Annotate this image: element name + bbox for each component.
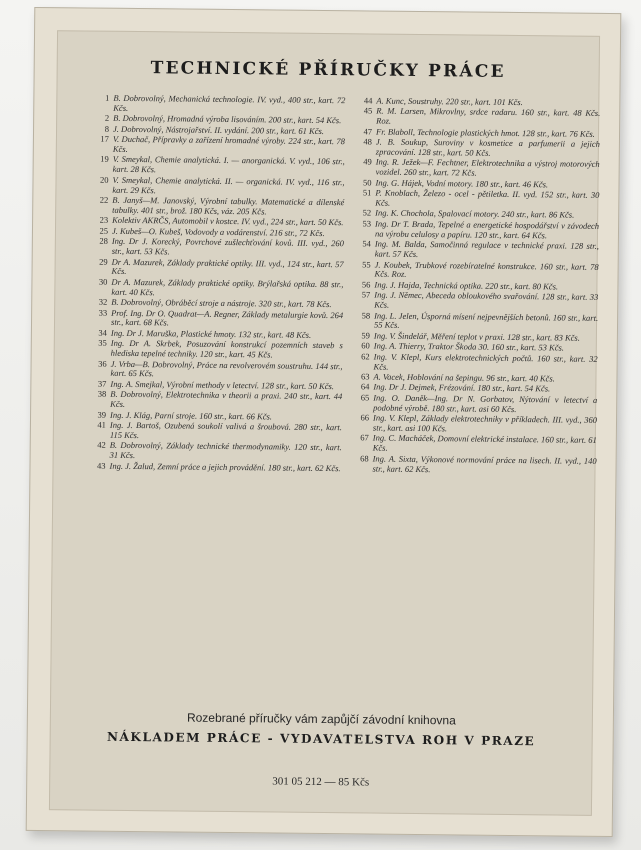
- entry-number: 53: [362, 218, 372, 229]
- entry-number: 62: [361, 351, 370, 362]
- entry-text: Ing. M. Balda, Samočinná regulace v technické praxi. 128 str., kart. 57 Kčs.: [374, 238, 599, 260]
- entry-text: V. Duchač, Přípravky a zařízení hromadné výroby. 224 str., kart. 78 Kčs.: [112, 133, 345, 154]
- entry-text: Ing. C. Macháček, Domovní elektrické instalace. 160 str., kart. 61 Kčs.: [372, 432, 597, 453]
- entry-number: 52: [362, 207, 372, 218]
- entry-number: 56: [361, 279, 371, 290]
- entry-text: Ing. J. Hajda, Technická optika. 220 str., kart. 80 Kčs.: [374, 279, 559, 292]
- entry-text: B. Dobrovolný, Základy technické thermodynamiky. 120 str., kart. 31 Kčs.: [109, 440, 342, 461]
- entry-text: Ing. V. Klepl, Kurs elektrotechnických počtů. 160 str., kart. 32 Kčs.: [373, 351, 598, 372]
- entry-number: 35: [98, 337, 107, 348]
- entry-number: 65: [360, 392, 370, 403]
- entry-number: 39: [97, 409, 107, 420]
- entry-number: 38: [97, 388, 107, 400]
- entry-number: 32: [98, 296, 108, 307]
- entry-text: B. Janyš—M. Janovský, Výrobní tabulky. Matematické a dílenské tabulky. 401 str., brož. 180 Kčs, váz. 205 Kčs.: [112, 194, 345, 217]
- entry-number: 25: [99, 225, 109, 236]
- entry-text: B. Dobrovolný, Hromadná výroba lisováním. 200 str., kart. 54 Kčs.: [113, 113, 342, 126]
- entry-number: 33: [98, 307, 108, 318]
- entry-text: B. Dobrovolný, Elektrotechnika v theorii a praxi. 240 str., kart. 44 Kčs.: [110, 389, 343, 410]
- entry-text: J. B. Soukup, Suroviny v kosmetice a parfumerii a jejich zpracování. 128 str., kart. 50 Kčs.: [375, 136, 600, 158]
- entry-number: 22: [99, 194, 109, 205]
- entry-text: Ing. O. Daněk—Ing. Dr N. Gorbatov, Nýtování v letectví a podobné výrobě. 180 str., kart. asi 60 Kčs.: [373, 392, 598, 414]
- entry-number: 29: [99, 256, 108, 267]
- entry-text: Ing. Dr J. Maruška, Plastické hmoty. 132 str., kart. 48 Kčs.: [110, 327, 312, 340]
- entry-number: 17: [100, 133, 110, 144]
- entry-text: J. Koubek, Trubkové rozebíratelné konstrukce. 160 str., kart. 78 Kčs. Roz.: [374, 259, 599, 280]
- entry-text: A. Vacek, Hoblování na šepingu. 96 str., kart. 40 Kčs.: [373, 371, 555, 384]
- entry-number: 1: [105, 92, 110, 103]
- entry-text: J. Dobrovolný, Nástrojařství. II. vydání. 200 str., kart. 61 Kčs.: [113, 123, 325, 136]
- entry-number: 63: [360, 371, 370, 382]
- entry-number: 23: [99, 215, 109, 226]
- entry-number: 51: [362, 187, 372, 198]
- entry-number: 64: [360, 381, 370, 392]
- entry-number: 43: [96, 460, 106, 471]
- entry-text: Ing. A. Thierry, Traktor Škoda 30. 160 str., kart. 53 Kčs.: [373, 340, 565, 353]
- entry-number: 50: [362, 177, 372, 188]
- entry-text: Prof. Ing. Dr O. Quadrat—A. Regner, Základy metalurgie kovů. 264 str., kart. 68 Kčs.: [110, 307, 344, 328]
- catalog-column-left: [83, 94, 345, 475]
- entry-text: B. Dobrovolný, Mechanická technologie. IV. vyd., 400 str., kart. 72 Kčs.: [113, 92, 346, 113]
- entry-number: 41: [97, 419, 107, 430]
- entry-text: Ing. V. Šindelář, Měření teplot v praxi. 128 str., kart. 83 Kčs.: [373, 330, 580, 343]
- entry-number: 36: [98, 358, 107, 369]
- entry-text: Ing. L. Jelen, Úsporná mísení nejpevnějších betonů. 160 str., kart. 55 Kčs.: [373, 310, 599, 331]
- entry-number: 42: [97, 439, 106, 451]
- entry-text: B. Dobrovolný, Obráběcí stroje a nástroje. 320 str., kart. 78 Kčs.: [111, 296, 332, 310]
- entry-text: J. Vrba—B. Dobrovolný, Práce na revolverovém soustruhu. 144 str., kart. 65 Kčs.: [110, 358, 343, 379]
- entry-text: Ing. J. Žalud, Zemní práce a jejich provádění. 180 str., kart. 62 Kčs.: [109, 460, 341, 473]
- publisher-line: NÁKLADEM PRÁCE - VYDAVATELSTVA ROH V PRAZE: [106, 729, 536, 749]
- entry-number: 44: [363, 95, 373, 106]
- catalog-price: 301 05 212 — 85 Kčs: [272, 775, 370, 789]
- entry-text: Ing. J. Bartoš, Ozubená soukolí valivá a šroubová. 280 str., kart. 115 Kčs.: [109, 419, 342, 440]
- entry-number: 47: [363, 126, 373, 137]
- entry-text: Ing. Dr J. Korecký, Povrchové zušlechťování kovů. III. vyd., 260 str., kart. 53 Kčs.: [111, 235, 344, 257]
- entry-text: Ing. J. Němec, Abeceda obloukového svařování. 128 str., kart. 33 Kčs.: [374, 289, 599, 310]
- entry-number: 2: [104, 113, 110, 124]
- cover-panel: [49, 30, 600, 816]
- entry-number: 19: [100, 154, 109, 165]
- entry-number: 55: [362, 258, 371, 269]
- catalog-entry: [83, 461, 341, 474]
- library-notice: Rozebrané příručky vám zapůjčí závodní knihovna: [186, 710, 456, 728]
- entry-text: Ing. Dr A. Skrbek, Posuzování konstrukcí pozemních staveb s hlediska tepelné techniky. 120 str., kart. 45 Kčs.: [110, 338, 343, 360]
- entry-number: 58: [361, 309, 371, 321]
- entry-number: 20: [99, 174, 109, 185]
- entry-number: 37: [97, 378, 107, 389]
- entry-text: Ing. A. Sixta, Výkonové normování práce na lisech. II. vyd., 140 str., kart. 62 Kčs.: [372, 453, 597, 474]
- entry-number: 34: [98, 327, 107, 338]
- entry-number: 57: [361, 289, 371, 300]
- series-title: TECHNICKÉ PŘÍRUČKY PRÁCE: [150, 58, 506, 82]
- catalog-column-right: [346, 96, 600, 477]
- entry-text: Ing. Dr T. Brada, Tepelné a energetické hospodářství v závodech na výrobu celulosy a papíru. 120 str., kart. 64 Kčs.: [374, 218, 600, 241]
- entry-text: A. Kunc, Soustruhy. 220 str., kart. 101 Kčs.: [376, 95, 523, 108]
- entry-number: 59: [361, 330, 370, 341]
- entry-number: 67: [360, 432, 369, 443]
- entry-text: Ing. J. Klág, Parní stroje. 160 str., kart. 66 Kčs.: [110, 409, 273, 422]
- entry-number: 66: [360, 412, 370, 423]
- entry-number: 49: [363, 156, 372, 167]
- entry-text: Ing. A. Smejkal, Výrobní methody v letectví. 128 str., kart. 50 Kčs.: [110, 378, 334, 391]
- entry-text: Ing. V. Klepl, Základy elektrotechniky v příkladech. III. vyd., 360 str., kart. asi 100 Kčs.: [372, 412, 598, 434]
- entry-text: Ing. K. Chochola, Spalovací motory. 240 str., kart. 86 Kčs.: [375, 207, 575, 221]
- entry-text: P. Knoblach, Železo - ocel - pětiletka. II. vyd. 152 str., kart. 30 Kčs.: [375, 187, 600, 208]
- entry-number: 54: [362, 238, 371, 249]
- entry-text: Fr. Blaboll, Technologie plastických hmot. 128 str., kart. 76 Kčs.: [375, 126, 595, 139]
- entry-text: R. M. Larsen, Mikrovlny, srdce radaru. 160 str., kart. 48 Kčs. Roz.: [376, 105, 601, 127]
- entry-text: Ing. R. Ježek—F. Fechtner, Elektrotechnika a výstroj motorových vozidel. 260 str., kart. 72 Kčs.: [375, 156, 600, 178]
- entry-text: Ing. Dr J. Dejmek, Frézování. 180 str., kart. 54 Kčs.: [373, 381, 551, 394]
- entry-text: Kolektiv AKRČS, Automobil v kostce. IV. vyd., 224 str., kart. 50 Kčs.: [112, 215, 344, 228]
- entry-text: Dr A. Mazurek, Základy praktické optiky. Brýlařská optika. 88 str., kart. 40 Kčs.: [111, 276, 344, 297]
- entry-text: V. Smeykal, Chemie analytická. II. — organická. IV. vyd., 116 str., kart. 29 Kčs.: [112, 174, 345, 195]
- entry-text: V. Smeykal, Chemie analytická. I. — anorganická. V. vyd., 106 str., kart. 28 Kčs.: [112, 154, 345, 175]
- book-back-cover: [26, 7, 622, 837]
- entry-text: Dr A. Mazurek, Základy praktické optiky. III. vyd., 124 str., kart. 57 Kčs.: [111, 256, 344, 277]
- entry-number: 68: [360, 453, 369, 464]
- entry-text: J. Kubeš—O. Kubeš, Vodovody a vodárenství. 216 str., 72 Kčs.: [111, 225, 325, 238]
- entry-number: 48: [363, 136, 372, 147]
- entry-number: 60: [361, 340, 370, 351]
- catalog-entry: [346, 454, 596, 476]
- entry-number: 8: [104, 123, 110, 134]
- entry-number: 30: [98, 276, 108, 287]
- entry-number: 45: [363, 105, 373, 116]
- entry-number: 28: [99, 235, 108, 246]
- entry-text: Ing. G. Hájek, Vodní motory. 180 str., kart. 46 Kčs.: [375, 177, 549, 190]
